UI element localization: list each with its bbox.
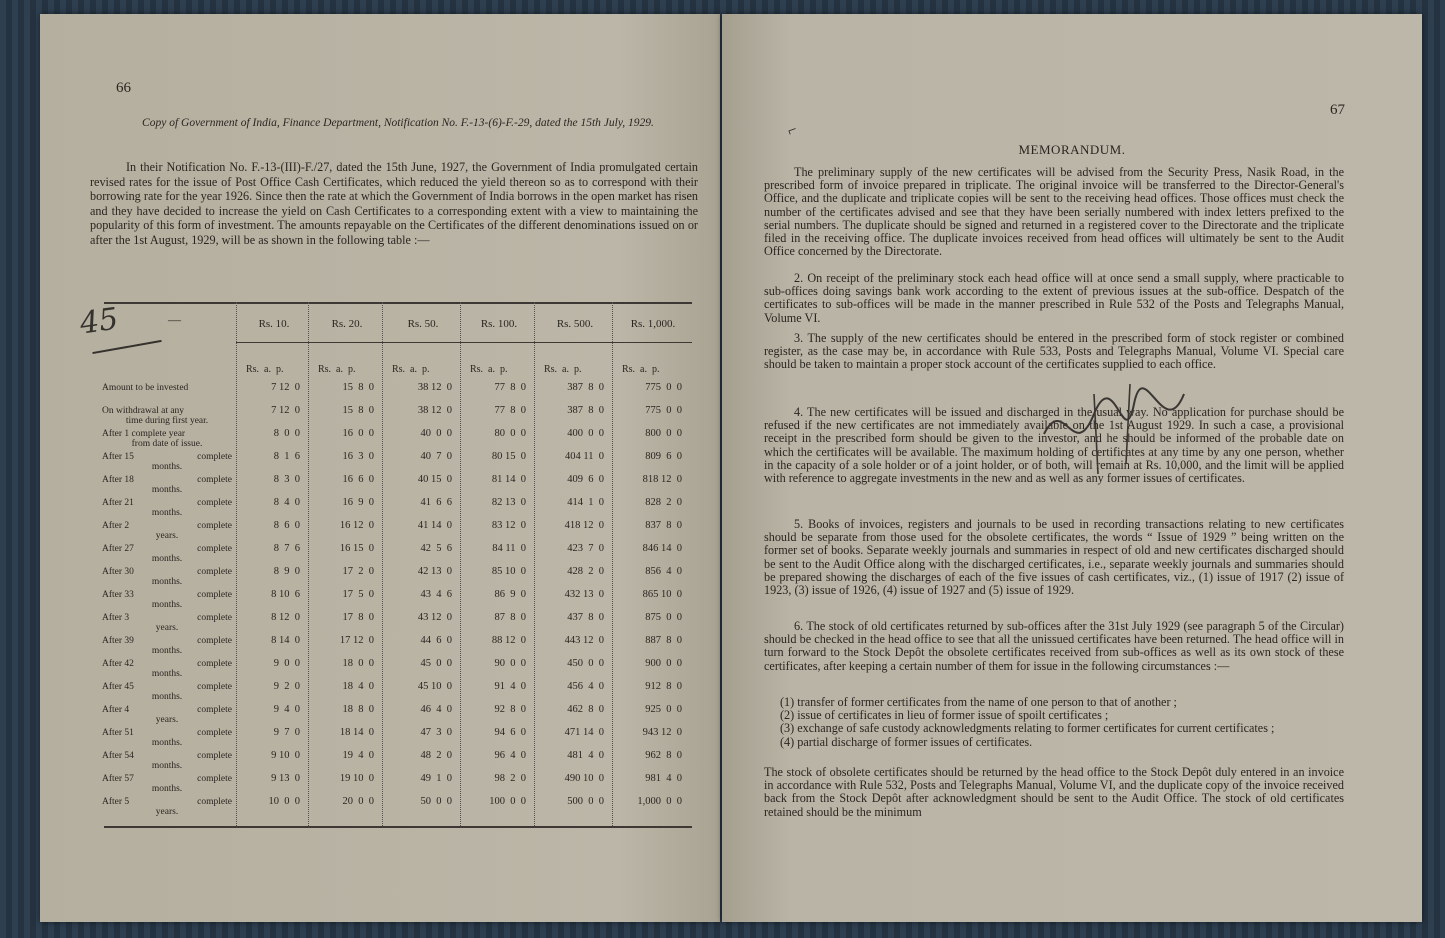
table-cell: 856 4 0: [645, 566, 682, 577]
table-cell: 38 12 0: [417, 405, 452, 416]
table-cell: 77 8 0: [494, 382, 526, 393]
table-cell: 90 0 0: [494, 658, 526, 669]
row-label-unit: months.: [151, 645, 183, 656]
table-cell: 45 0 0: [420, 658, 452, 669]
table-row-label: [102, 499, 232, 518]
row-label-period: On withdrawal at any: [102, 406, 185, 416]
table-cell: 86 9 0: [494, 589, 526, 600]
table-column-header: Rs. 500.: [556, 318, 594, 330]
table-column-header: Rs. 1,000.: [630, 318, 676, 330]
table-cell: 85 10 0: [491, 566, 526, 577]
table-row-label: [102, 706, 232, 725]
table-cell: 41 14 0: [417, 520, 452, 531]
table-row-label: [102, 729, 232, 748]
row-label-qualifier: complete: [197, 797, 232, 807]
table-row-label: [102, 476, 232, 495]
memorandum-title: MEMORANDUM.: [1018, 142, 1126, 157]
table-cell: 77 8 0: [494, 405, 526, 416]
table-cell: 418 12 0: [564, 520, 604, 531]
table-cell: 91 4 0: [494, 681, 526, 692]
table-cell: 490 10 0: [564, 773, 604, 784]
list-item: (4) partial discharge of former issues of certificates.: [780, 734, 1033, 749]
row-label-qualifier: complete: [197, 567, 232, 577]
row-label-period: After 30: [102, 567, 134, 577]
table-row-label: [102, 614, 232, 633]
table-cell: 887 8 0: [645, 635, 682, 646]
table-cell: 17 8 0: [342, 612, 374, 623]
row-label-period: After 3: [102, 613, 130, 623]
table-unit-header: Rs. a. p.: [318, 364, 356, 375]
table-cell: 16 6 0: [342, 474, 374, 485]
table-cell: 40 7 0: [420, 451, 452, 462]
table-cell: 450 0 0: [567, 658, 604, 669]
row-label-qualifier: complete: [197, 705, 232, 715]
notification-caption: Copy of Government of India, Finance Department, Notification No. F.-13-(6)-F.-29, dated the 15th July, 1929.: [142, 117, 654, 129]
row-label-unit: years.: [155, 806, 179, 817]
table-cell: 15 8 0: [342, 405, 374, 416]
row-label-qualifier: complete: [197, 613, 232, 623]
row-label-qualifier: complete: [197, 728, 232, 738]
pencil-annotation: 45: [77, 301, 121, 342]
table-cell: 16 9 0: [342, 497, 374, 508]
table-cell: 88 12 0: [491, 635, 526, 646]
table-cell: 84 11 0: [492, 543, 526, 554]
table-cell: 100 0 0: [489, 796, 526, 807]
table-cell: 8 10 6: [271, 589, 300, 600]
table-cell: 8 7 6: [273, 543, 300, 554]
table-cell: 1,000 0 0: [637, 796, 682, 807]
table-cell: 414 1 0: [567, 497, 604, 508]
table-cell: 96 4 0: [494, 750, 526, 761]
row-label-period: After 33: [102, 590, 134, 600]
table-unit-header: Rs. a. p.: [392, 364, 430, 375]
table-cell: 423 7 0: [567, 543, 604, 554]
table-row-label: [102, 683, 232, 702]
row-label-period: Amount to be invested: [102, 383, 189, 393]
table-cell: 17 5 0: [342, 589, 374, 600]
row-label-unit: months.: [151, 691, 183, 702]
table-cell: 818 12 0: [642, 474, 682, 485]
table-bottom-rule: [104, 826, 692, 828]
table-column-divider: [612, 302, 613, 826]
table-cell: 8 9 0: [273, 566, 300, 577]
table-row-label: [102, 522, 232, 541]
table-cell: 471 14 0: [564, 727, 604, 738]
table-cell: 46 4 0: [420, 704, 452, 715]
memo-paragraph-4: 4. The new certificates will be issued and discharged in the usual way. No application for purchase should be refused if the new certificates are not immediately available on the 1st August 1929. In such a case, a provisional receipt in the prescribed form should be given to the investor, and he should be informed of the probable date on which the certificates will be available. The maximum holding of certificates at any time by any one person, whether in the capacity of a sole holder or of a joint holder, or of both, will remain at Rs. 10,000, and the limit will be applied with reference to aggregate investments in the new and as well as any former issues of certificates.: [764, 405, 1344, 486]
table-cell: 16 12 0: [339, 520, 374, 531]
right-page: [722, 14, 1422, 922]
table-cell: 800 0 0: [645, 428, 682, 439]
table-cell: 43 12 0: [417, 612, 452, 623]
page-number-right: 67: [1330, 102, 1345, 118]
row-label-unit: months.: [151, 507, 183, 518]
table-cell: 7 12 0: [271, 382, 300, 393]
list-item: (2) issue of certificates in lieu of former issue of spoilt certificates ;: [780, 708, 1109, 723]
table-cell: 16 0 0: [342, 428, 374, 439]
table-cell: 43 4 6: [420, 589, 452, 600]
memo-paragraph-6: 6. The stock of old certificates returned by sub-offices after the 31st July 1929 (see paragraph 5 of the Circular) should be checked in the head office to see that all the unissued certificates have been returned. The head office will in turn forward to the Stock Depôt the obsolete certificates received from sub-offices as well as its own stock of these certificates, after keeping a certain number of them for issue in the following circumstances :—: [764, 619, 1344, 673]
row-label-qualifier: complete: [197, 521, 232, 531]
table-cell: 41 6 6: [420, 497, 452, 508]
row-label-period: After 27: [102, 544, 134, 554]
row-label-unit: years.: [155, 714, 179, 725]
table-cell: 428 2 0: [567, 566, 604, 577]
left-page: [40, 14, 720, 922]
table-cell: 15 8 0: [342, 382, 374, 393]
memo-paragraph-7: The stock of obsolete certificates should be returned by the head office to the Stock Depôt duly entered in an invoice in accordance with Rule 532, Posts and Telegraphs Manual, Volume VI, and the duplicate copy of the invoice received back from the Stock Depôt after acknowledgment should be sent to the Audit Office. The stock of old certificates retained should be the minimum: [764, 765, 1344, 819]
table-cell: 500 0 0: [567, 796, 604, 807]
table-cell: 40 15 0: [417, 474, 452, 485]
table-cell: 400 0 0: [567, 428, 604, 439]
table-row-label: [102, 568, 232, 587]
table-row-label: [102, 637, 232, 656]
table-cell: 8 14 0: [271, 635, 300, 646]
table-cell: 98 2 0: [494, 773, 526, 784]
row-label-qualifier: complete: [197, 659, 232, 669]
row-label-period: After 1 complete year: [102, 429, 186, 439]
row-label-period: After 42: [102, 659, 134, 669]
table-cell: 9 0 0: [273, 658, 300, 669]
table-cell: 42 13 0: [417, 566, 452, 577]
table-cell: 962 8 0: [645, 750, 682, 761]
table-cell: 50 0 0: [420, 796, 452, 807]
pencil-stroke: [92, 340, 161, 354]
table-cell: 8 4 0: [273, 497, 300, 508]
list-item: (3) exchange of safe custody acknowledgments relating to former certificates for current certificates ;: [780, 721, 1275, 736]
table-cell: 44 6 0: [420, 635, 452, 646]
row-label-qualifier: complete: [197, 682, 232, 692]
table-column-divider: [236, 302, 237, 826]
table-column-divider: [460, 302, 461, 826]
table-cell: 387 8 0: [567, 382, 604, 393]
table-row-label: [102, 407, 232, 426]
table-column-header: Rs. 50.: [407, 318, 439, 330]
table-column-divider: [308, 302, 309, 826]
table-cell: 865 10 0: [642, 589, 682, 600]
table-cell: 80 0 0: [494, 428, 526, 439]
table-unit-header: Rs. a. p.: [246, 364, 284, 375]
table-row-label: [102, 453, 232, 472]
table-corner-dash: —: [168, 312, 181, 327]
row-label-qualifier: complete: [197, 452, 232, 462]
row-label-unit: months.: [151, 737, 183, 748]
table-cell: 48 2 0: [420, 750, 452, 761]
row-label-qualifier: complete: [197, 544, 232, 554]
row-label-qualifier: complete: [197, 774, 232, 784]
table-cell: 404 11 0: [565, 451, 604, 462]
table-cell: 462 8 0: [567, 704, 604, 715]
table-cell: 19 4 0: [342, 750, 374, 761]
table-column-header: Rs. 20.: [331, 318, 363, 330]
table-cell: 82 13 0: [491, 497, 526, 508]
list-item: (1) transfer of former certificates from the name of one person to that of another ;: [780, 695, 1177, 709]
table-cell: 42 5 6: [420, 543, 452, 554]
table-cell: 45 10 0: [417, 681, 452, 692]
table-unit-header: Rs. a. p.: [622, 364, 660, 375]
table-cell: 387 8 0: [567, 405, 604, 416]
table-cell: 17 2 0: [342, 566, 374, 577]
row-label-unit: months.: [151, 553, 183, 564]
table-column-header: Rs. 10.: [258, 318, 290, 330]
table-cell: 16 3 0: [342, 451, 374, 462]
table-cell: 456 4 0: [567, 681, 604, 692]
row-label-period: After 54: [102, 751, 134, 761]
table-cell: 18 8 0: [342, 704, 374, 715]
table-cell: 828 2 0: [645, 497, 682, 508]
table-cell: 18 14 0: [339, 727, 374, 738]
page-number-left: 66: [116, 80, 131, 96]
table-cell: 837 8 0: [645, 520, 682, 531]
row-label-qualifier: complete: [197, 498, 232, 508]
table-cell: 38 12 0: [417, 382, 452, 393]
table-cell: 775 0 0: [645, 405, 682, 416]
table-cell: 8 6 0: [273, 520, 300, 531]
row-label-period: After 2: [102, 521, 130, 531]
table-cell: 943 12 0: [642, 727, 682, 738]
row-label-period: After 4: [102, 705, 130, 715]
row-label-unit: from date of issue.: [131, 438, 203, 449]
row-label-period: After 5: [102, 797, 130, 807]
table-cell: 409 6 0: [567, 474, 604, 485]
row-label-qualifier: complete: [197, 475, 232, 485]
table-row-label: [102, 384, 232, 394]
row-label-period: After 21: [102, 498, 134, 508]
table-row-label: [102, 798, 232, 817]
row-label-period: After 57: [102, 774, 134, 784]
row-label-unit: time during first year.: [125, 415, 209, 426]
table-cell: 47 3 0: [420, 727, 452, 738]
table-cell: 9 7 0: [273, 727, 300, 738]
row-label-unit: months.: [151, 484, 183, 495]
table-cell: 80 15 0: [491, 451, 526, 462]
table-cell: 443 12 0: [564, 635, 604, 646]
table-cell: 437 8 0: [567, 612, 604, 623]
table-column-header: Rs. 100.: [480, 318, 518, 330]
memo-paragraph-3: 3. The supply of the new certificates should be entered in the prescribed form of stock register or combined register, as the case may be, in accordance with Rule 533, Posts and Telegraphs Manual, Volume VI. Special care should be taken to maintain a proper stock account of the certificates supplied to each office.: [764, 331, 1344, 372]
table-cell: 925 0 0: [645, 704, 682, 715]
table-cell: 9 4 0: [273, 704, 300, 715]
table-cell: 809 6 0: [645, 451, 682, 462]
row-label-unit: years.: [155, 622, 179, 633]
row-label-unit: months.: [151, 668, 183, 679]
row-label-period: After 45: [102, 682, 134, 692]
table-cell: 87 8 0: [494, 612, 526, 623]
table-top-rule: [104, 302, 692, 304]
row-label-unit: months.: [151, 461, 183, 472]
table-cell: 481 4 0: [567, 750, 604, 761]
pencil-tick-mark: ⌐: [785, 120, 800, 141]
row-label-unit: months.: [151, 599, 183, 610]
table-cell: 846 14 0: [642, 543, 682, 554]
row-label-period: After 15: [102, 452, 134, 462]
table-cell: 875 0 0: [645, 612, 682, 623]
table-cell: 94 6 0: [494, 727, 526, 738]
row-label-qualifier: complete: [197, 636, 232, 646]
row-label-unit: months.: [151, 783, 183, 794]
table-cell: 83 12 0: [491, 520, 526, 531]
row-label-unit: months.: [151, 760, 183, 771]
table-cell: 912 8 0: [645, 681, 682, 692]
table-unit-header: Rs. a. p.: [470, 364, 508, 375]
table-cell: 49 1 0: [420, 773, 452, 784]
row-label-qualifier: complete: [197, 751, 232, 761]
table-cell: 10 0 0: [268, 796, 300, 807]
table-unit-header: Rs. a. p.: [544, 364, 582, 375]
row-label-period: After 18: [102, 475, 134, 485]
table-cell: 9 10 0: [271, 750, 300, 761]
table-cell: 40 0 0: [420, 428, 452, 439]
table-cell: 9 2 0: [273, 681, 300, 692]
memo-paragraph-1: The preliminary supply of the new certificates will be advised from the Security Press, Nasik Road, in the prescribed form of invoice prepared in triplicate. The original invoice will be transferred to the Director-General's Office, and the duplicate and triplicate copies will be sent to the receiving head offices. Those offices must check the number of the certificates advised and see that they have been serially numbered with index letters prefixed to the serial numbers. The duplicate should be signed and returned in a registered cover to the Directorate and the triplicate filed in the receiving office. The duplicate invoices received from head offices will ultimately be sent to the Audit Office concerned by the Directorate.: [764, 165, 1344, 259]
row-label-period: After 39: [102, 636, 134, 646]
table-cell: 19 10 0: [339, 773, 374, 784]
table-cell: 8 1 6: [273, 451, 300, 462]
row-label-unit: years.: [155, 530, 179, 541]
table-cell: 7 12 0: [271, 405, 300, 416]
row-label-period: After 51: [102, 728, 134, 738]
table-cell: 18 0 0: [342, 658, 374, 669]
table-cell: 18 4 0: [342, 681, 374, 692]
circumstances-list: [764, 696, 1344, 749]
table-cell: 900 0 0: [645, 658, 682, 669]
table-header-rule: [236, 342, 692, 343]
table-cell: 775 0 0: [645, 382, 682, 393]
table-cell: 981 4 0: [645, 773, 682, 784]
table-row-label: [102, 775, 232, 794]
table-cell: 8 12 0: [271, 612, 300, 623]
table-column-divider: [382, 302, 383, 826]
memo-paragraph-5: 5. Books of invoices, registers and journals to be used in recording transactions relating to new certificates should be separate from those used for the obsolete certificates, the words “ Issue of 1929 ” being written on the former set of books. Separate weekly journals and summaries in respect of old and new certificates discharged should be sent to the Audit Office along with the discharged certificates, i.e., separate weekly journals and summaries should be prepared showing the discharges of each of the five issues of cash certificates, viz., (1) issue of 1917 (2) issue of 1923, (3) issue of 1926, (4) issue of 1927 and (5) issue of 1929.: [764, 517, 1344, 598]
table-cell: 20 0 0: [342, 796, 374, 807]
row-label-unit: months.: [151, 576, 183, 587]
table-row-label: [102, 545, 232, 564]
table-cell: 8 0 0: [273, 428, 300, 439]
table-cell: 92 8 0: [494, 704, 526, 715]
table-cell: 16 15 0: [339, 543, 374, 554]
row-label-qualifier: complete: [197, 590, 232, 600]
table-row-label: [102, 752, 232, 771]
table-cell: 9 13 0: [271, 773, 300, 784]
memo-paragraph-2: 2. On receipt of the preliminary stock each head office will at once send a small supply, where practicable to sub-offices doing savings bank work according to the extent of previous issues at the sub-office. Despatch of the certificates to sub-offices will be made in the manner prescribed in Rule 532 of the Posts and Telegraphs Manual, Volume VI.: [764, 271, 1344, 325]
table-row-label: [102, 430, 232, 449]
table-row-label: [102, 591, 232, 610]
table-cell: 17 12 0: [339, 635, 374, 646]
intro-paragraph: In their Notification No. F.-13-(III)-F./27, dated the 15th June, 1927, the Government of India promulgated certain revised rates for the issue of Post Office Cash Certificates, which reduced the yield thereon so as to correspond with their borrowing rate for the year 1926. Since then the rate at which the Government of India borrows in the open market has risen and they have decided to increase the yield on Cash Certificates to a corresponding extent with a view to maintaining the popularity of this form of investment. The amounts repayable on the Certificates of the different denominations issued on or after the 1st August, 1929, will be as shown in the following table :—: [90, 160, 698, 247]
table-cell: 8 3 0: [273, 474, 300, 485]
table-cell: 81 14 0: [491, 474, 526, 485]
table-column-divider: [534, 302, 535, 826]
handwritten-signature-icon: [1034, 374, 1194, 494]
table-cell: 432 13 0: [564, 589, 604, 600]
table-row-label: [102, 660, 232, 679]
